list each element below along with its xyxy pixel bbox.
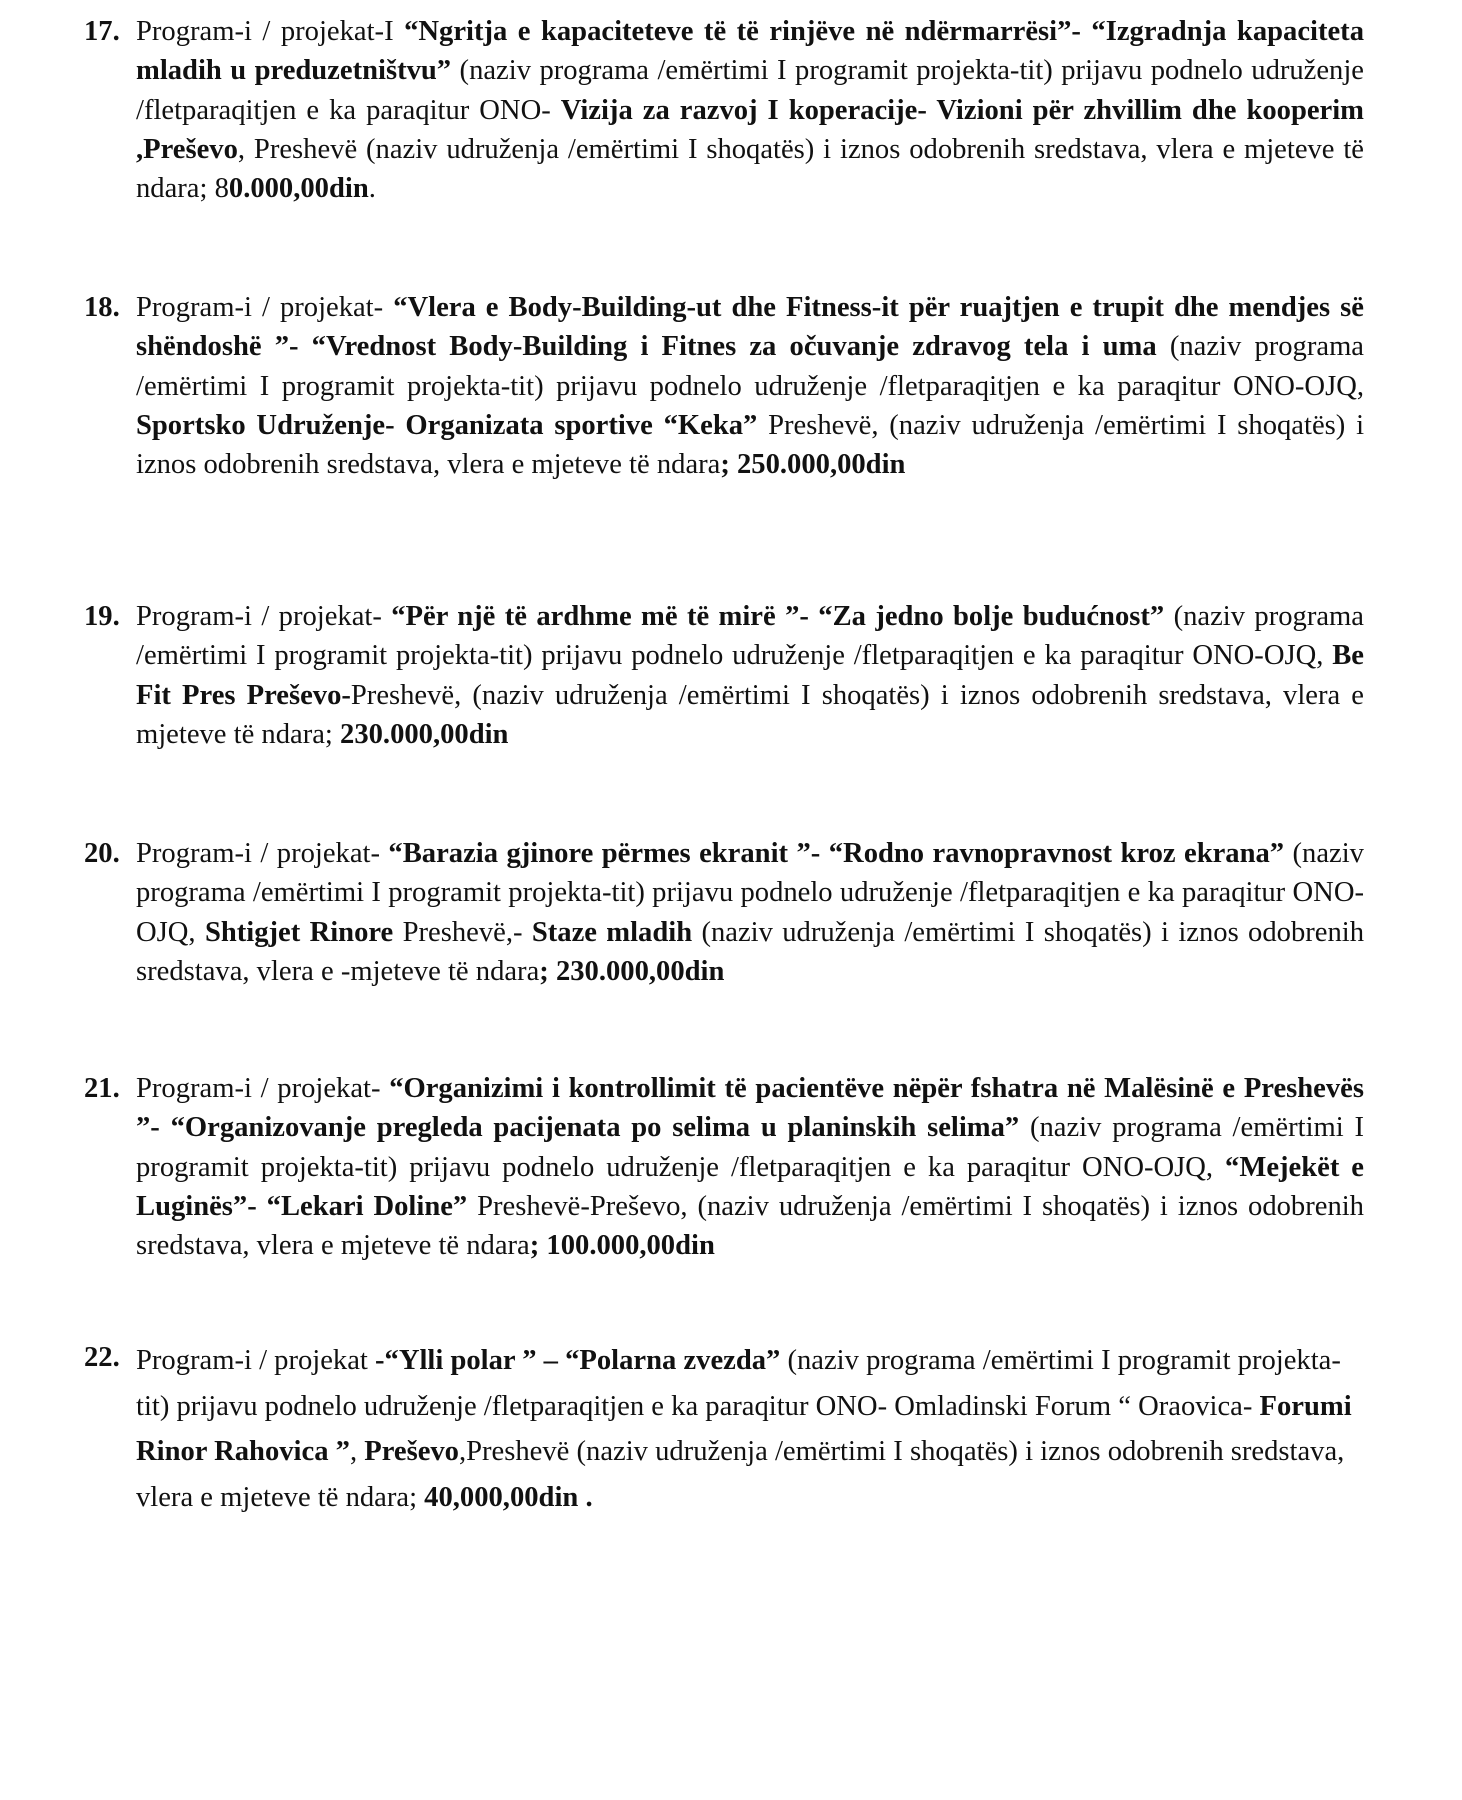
text-run: Program-i / projekat- (136, 601, 392, 632)
text-run: Program-i / projekat-I (136, 16, 405, 47)
item-number: 21. (84, 1073, 120, 1104)
bold-text-run: ; 250.000,00din (720, 449, 906, 481)
text-run: (naziv programa /emërtimi I programit projekta-tit) prijavu podnelo udruženje /fletparaqitjen e ka paraqitur ONO-OJQ, (136, 601, 1364, 672)
bold-text-run: ; 100.000,00din (529, 1230, 715, 1262)
text-run: Program-i / projekat- (136, 1073, 390, 1104)
text-run: , Preshevë (naziv udruženja /emërtimi I shoqatës) i iznos odobrenih sredstava, vlera e mjeteve të ndara; 8 (136, 133, 1364, 205)
text-run: (naziv udruženja /emërtimi I shoqatës) i iznos odobrenih sredstava, vlera e -mjeteve të ndara (136, 916, 1364, 987)
item-number: 19. (84, 601, 120, 632)
text-run: (naziv programa /emërtimi I programit projekta-tit) prijavu podnelo udruženje /fletparaqitjen e ka paraqitur ONO-OJQ, (136, 331, 1364, 402)
text-run: , (349, 1436, 365, 1467)
text-run: Program-i / projekat- (136, 292, 394, 323)
text-run: Preshevë, (naziv udruženja /emërtimi I shoqatës) i iznos odobrenih sredstava, vlera e mjeteve të ndara; (136, 679, 1364, 750)
bold-text-run: Vizija za razvoj I koperacije- Vizioni për zhvillim dhe kooperim ,Preševo (136, 94, 1364, 165)
bold-text-run: Preševo (364, 1436, 459, 1467)
item-text (136, 288, 1364, 484)
bold-text-run: “Barazia gjinore përmes ekranit ”- “Rodno ravnopravnost kroz ekrana” (388, 838, 1285, 869)
text-run: Program-i / projekat (136, 1345, 376, 1376)
text-run: Preshevë-Preševo, (naziv udruženja /emërtimi I shoqatës) i iznos odobrenih sredstava, vlera e mjeteve të ndara (136, 1190, 1364, 1262)
text-run: Preshevë, (naziv udruženja /emërtimi I shoqatës) i iznos odobrenih sredstava, vlera e mjeteve të ndara (136, 409, 1365, 481)
bold-text-run: Staze mladih (531, 916, 693, 948)
item-number: 17. (84, 16, 120, 47)
text-run: . (368, 173, 376, 205)
bold-text-run: Be Fit Pres Preševo- (136, 640, 1364, 711)
bold-text-run: “Mejekët e Luginës”- “Lekari Doline” (136, 1151, 1365, 1222)
item-number: 18. (84, 292, 120, 323)
item-number: 20. (84, 838, 120, 869)
text-run: (naziv programa /emërtimi I programit projekta-tit) prijavu podnelo udruženje /fletparaqitjen e ka paraqitur ONO- Omladinski Forum “ Oraovica- (136, 1345, 1341, 1422)
bold-text-run: “Vlera e Body-Building-ut dhe Fitness-it për ruajtjen e trupit dhe mendjes së shëndoshë ”- “Vrednost Body-Building i Fitnes za očuvanje zdravog tela i uma (136, 292, 1364, 363)
bold-text-run: 0.000,00din (228, 173, 369, 205)
text-run: Program-i / projekat- (136, 838, 389, 869)
item-text (136, 12, 1364, 208)
bold-text-run: “Ngritja e kapaciteteve të të rinjëve në ndërmarrësi”- “Izgradnja kapaciteta mladih u preduzetništvu” (136, 16, 1364, 87)
item-text (136, 597, 1364, 754)
item-text (136, 834, 1364, 991)
text-run: Preshevë,- (393, 916, 532, 948)
text-run: (naziv programa /emërtimi I programit projekta-tit) prijavu podnelo udruženje /fletparaqitjen e ka paraqitur ONO-OJQ, (136, 1112, 1365, 1183)
bold-text-run: 40,000,00din . (424, 1481, 593, 1513)
bold-text-run: Sportsko Udruženje- Organizata sportive “Keka” (136, 409, 758, 441)
bold-text-run: “Organizimi i kontrollimit të pacientëve nëpër fshatra në Malësinë e Preshevës ”- “Organizovanje pregleda pacijenata po selima u planinskih selima” (136, 1073, 1364, 1144)
text-run: (naziv programa /emërtimi I programit projekta-tit) prijavu podnelo udruženje /fletparaqitjen e ka paraqitur ONO-OJQ, (136, 838, 1364, 948)
bold-text-run: “Për një të ardhme më të mirë ”- “Za jedno bolje budućnost” (391, 601, 1165, 632)
bold-text-run: 230.000,00din (340, 718, 509, 750)
text-run: (naziv programa /emërtimi I programit projekta-tit) prijavu podnelo udruženje /fletparaqitjen e ka paraqitur ONO- (136, 55, 1364, 126)
item-number: 22. (84, 1342, 120, 1373)
bold-text-run: Forumi Rinor Rahovica ” (136, 1390, 1352, 1467)
item-text (136, 1338, 1364, 1520)
bold-text-run: Shtigjet Rinore (204, 916, 394, 948)
bold-text-run: ; 230.000,00din (539, 955, 725, 987)
item-text (136, 1069, 1364, 1265)
bold-text-run: -“Ylli polar ” – “Polarna zvezda” (375, 1345, 781, 1376)
text-run: ,Preshevë (naziv udruženja /emërtimi I shoqatës) i iznos odobrenih sredstava, vlera e mjeteve të ndara; (136, 1436, 1345, 1513)
